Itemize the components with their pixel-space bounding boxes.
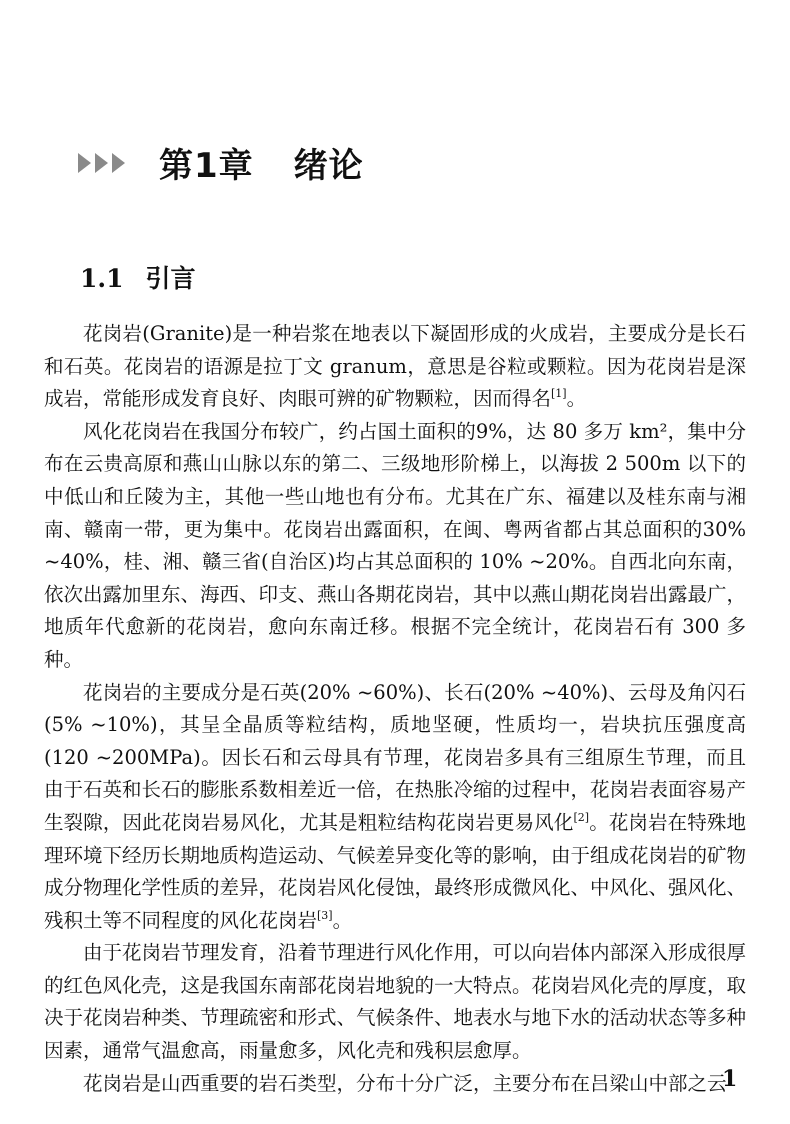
body-text <box>44 318 746 1100</box>
section-title: 引言 <box>145 264 196 293</box>
citation: [2] <box>573 810 590 824</box>
citation: [3] <box>317 908 333 922</box>
citation: [1] <box>551 387 567 401</box>
chapter-title <box>159 138 364 187</box>
paragraph: 花岗岩是山西重要的岩石类型，分布十分广泛，主要分布在吕梁山中部之云 <box>83 1071 727 1095</box>
chapter-name: 绪论 <box>293 146 364 186</box>
section-heading <box>80 259 196 295</box>
arrow-icon <box>95 153 108 173</box>
paragraph: 由于花岗岩节理发育，沿着节理进行风化作用，可以向岩体内部深入形成很厚的红色风化壳，这是我国东南部花岗岩地貌的一大特点。花岗岩风化壳的厚度，取决于花岗岩种类、节理疏密和形式、气候条件、地表水与地下水的活动状态等多种因素，通常气温愈高，雨量愈多，风化壳和残积层愈厚。 <box>44 941 747 1063</box>
chapter-arrows-icon <box>78 153 125 173</box>
section-number: 1.1 <box>80 264 124 293</box>
chapter-label: 第1章 <box>159 146 254 186</box>
paragraph: 花岗岩(Granite)是一种岩浆在地表以下凝固形成的火成岩，主要成分是长石和石英。花岗岩的语源是拉丁文 granum，意思是谷粒或颗粒。因为花岗岩是深成岩，常能形成发育良好、肉眼可辨的矿物颗粒，因而得名[1]。 <box>44 322 746 411</box>
page-number: 1 <box>722 1066 738 1092</box>
paragraph: 花岗岩的主要成分是石英(20% ~60%)、长石(20% ~40%)、云母及角闪石(5% ~10%)，其呈全晶质等粒结构，质地坚硬，性质均一，岩块抗压强度高(120 ~200MPa)。因长石和云母具有节理，花岗岩多具有三组原生节理，而且由于石英和长石的膨胀系数相差近一倍，在热胀冷缩的过程中，花岗岩表面容易产生裂隙，因此花岗岩易风化，尤其是粗粒结构花岗岩更易风化[2]。花岗岩在特殊地理环境下经历长期地质构造运动、气候差异变化等的影响，由于组成花岗岩的矿物成分物理化学性质的差异，花岗岩风化侵蚀，最终形成微风化、中风化、强风化、残积土等不同程度的风化花岗岩[3]。 <box>44 680 747 932</box>
paragraph: 风化花岗岩在我国分布较广，约占国土面积的9%，达 80 多万 km²，集中分布在云贵高原和燕山山脉以东的第二、三级地形阶梯上，以海拔 2 500m 以下的中低山和丘陵为主，其他一些山地也有分布。尤其在广东、福建以及桂东南与湘南、赣南一带，更为集中。花岗岩出露面积，在闽、粤两省都占其总面积的30% ~40%，桂、湘、赣三省(自治区)均占其总面积的 10% ~20%。自西北向东南，依次出露加里东、海西、印支、燕山各期花岗岩，其中以燕山期花岗岩出露最广，地质年代愈新的花岗岩，愈向东南迁移。根据不完全统计，花岗岩石有 300 多种。 <box>44 419 747 671</box>
chapter-heading <box>78 138 364 187</box>
arrow-icon <box>112 153 125 173</box>
arrow-icon <box>78 153 91 173</box>
